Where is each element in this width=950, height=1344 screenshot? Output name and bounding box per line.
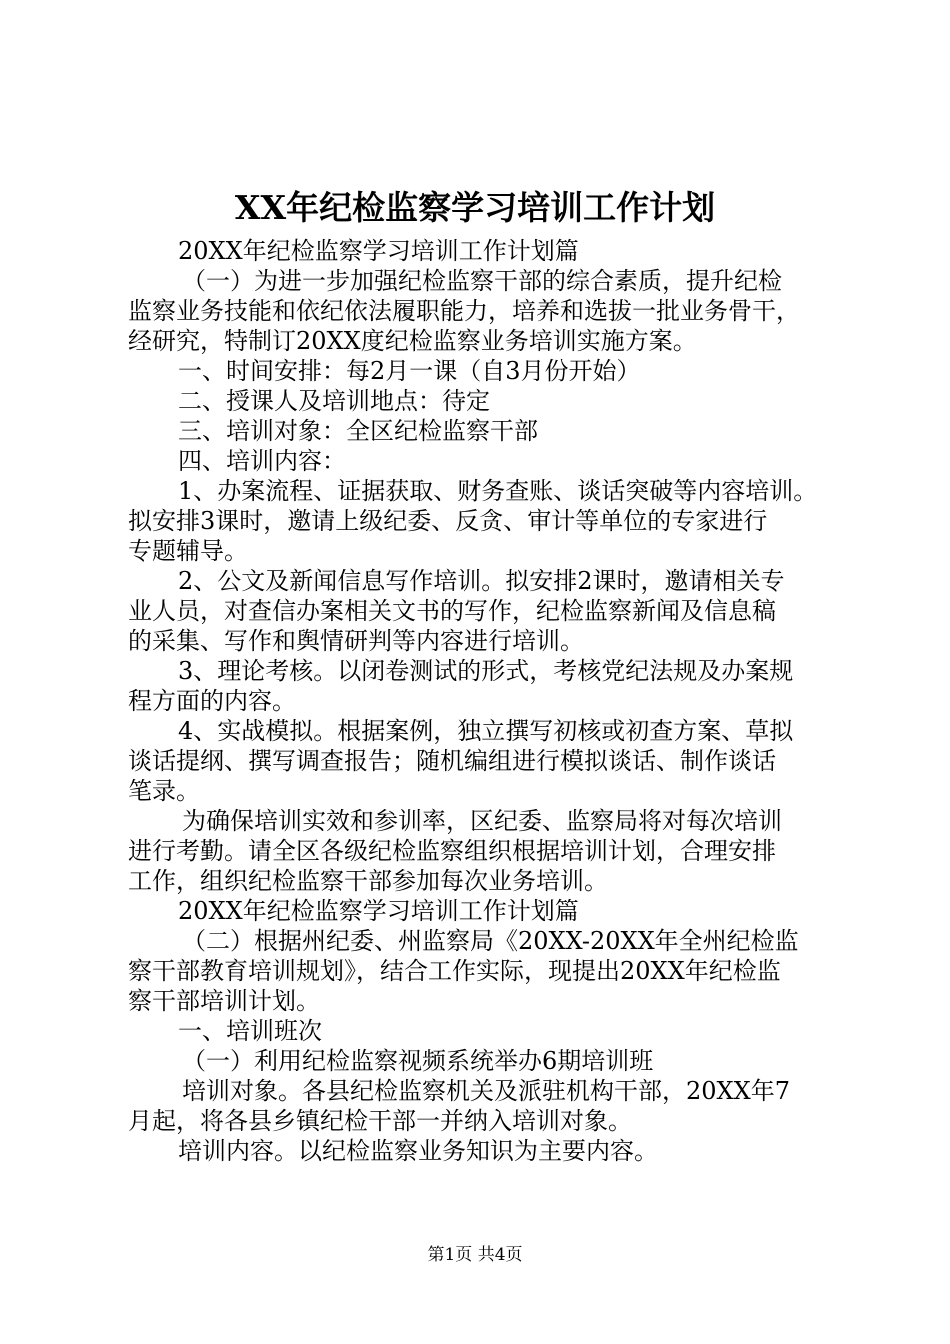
paragraph-line: 一、培训班次 xyxy=(178,1017,322,1045)
document-title: XX年纪检监察学习培训工作计划 xyxy=(234,188,716,227)
paragraph-line: 工作，组织纪检监察干部参加每次业务培训。 xyxy=(128,867,608,895)
paragraph-line: 察干部培训计划。 xyxy=(128,987,320,1015)
paragraph-line: 察干部教育培训规划》，结合工作实际，现提出20XX年纪检监 xyxy=(128,957,781,985)
paragraph-line: 2、公文及新闻信息写作培训。拟安排2课时，邀请相关专 xyxy=(178,567,785,595)
paragraph-line: 一、时间安排：每2月一课（自3月份开始） xyxy=(178,357,641,385)
paragraph-line: 程方面的内容。 xyxy=(128,687,296,715)
paragraph-line: 拟安排3课时，邀请上级纪委、反贪、审计等单位的专家进行 xyxy=(128,507,768,535)
paragraph-line: （一）利用纪检监察视频系统举办6期培训班 xyxy=(182,1047,654,1075)
paragraph-line: 的采集、写作和舆情研判等内容进行培训。 xyxy=(128,627,584,655)
paragraph-line: 谈话提纲、撰写调查报告；随机编组进行模拟谈话、制作谈话 xyxy=(128,747,776,775)
paragraph-line: 二、授课人及培训地点：待定 xyxy=(178,387,490,415)
paragraph-line: （一）为进一步加强纪检监察干部的综合素质，提升纪检 xyxy=(182,267,782,295)
paragraph-line: 4、实战模拟。根据案例，独立撰写初核或初查方案、草拟 xyxy=(178,717,794,745)
paragraph-line: 月起，将各县乡镇纪检干部一并纳入培训对象。 xyxy=(128,1107,632,1135)
paragraph-line: 为确保培训实效和参训率，区纪委、监察局将对每次培训 xyxy=(182,807,782,835)
paragraph-line: 20XX年纪检监察学习培训工作计划篇 xyxy=(178,237,579,265)
paragraph-line: 三、培训对象：全区纪检监察干部 xyxy=(178,417,538,445)
paragraph-line: 四、培训内容： xyxy=(178,447,346,475)
document-body xyxy=(128,236,833,1166)
paragraph-line: 3、理论考核。以闭卷测试的形式，考核党纪法规及办案规 xyxy=(178,657,794,685)
paragraph-line: 培训内容。以纪检监察业务知识为主要内容。 xyxy=(178,1137,658,1165)
paragraph-line: 笔录。 xyxy=(128,777,200,805)
paragraph-line: 监察业务技能和依纪依法履职能力，培养和选拔一批业务骨干， xyxy=(128,297,800,325)
page-footer: 第1页 共4页 xyxy=(427,1245,523,1265)
paragraph-line: 业人员，对查信办案相关文书的写作，纪检监察新闻及信息稿 xyxy=(128,597,776,625)
paragraph-line: 专题辅导。 xyxy=(128,537,248,565)
paragraph-line: （二）根据州纪委、州监察局《20XX-20XX年全州纪检监 xyxy=(182,927,799,955)
paragraph-line: 经研究，特制订20XX度纪检监察业务培训实施方案。 xyxy=(128,327,697,355)
paragraph-line: 培训对象。各县纪检监察机关及派驻机构干部，20XX年7 xyxy=(182,1077,790,1105)
paragraph-line: 进行考勤。请全区各级纪检监察组织根据培训计划，合理安排 xyxy=(128,837,776,865)
paragraph-line: 20XX年纪检监察学习培训工作计划篇 xyxy=(178,897,579,925)
paragraph-line: 1、办案流程、证据获取、财务查账、谈话突破等内容培训。 xyxy=(178,477,818,505)
